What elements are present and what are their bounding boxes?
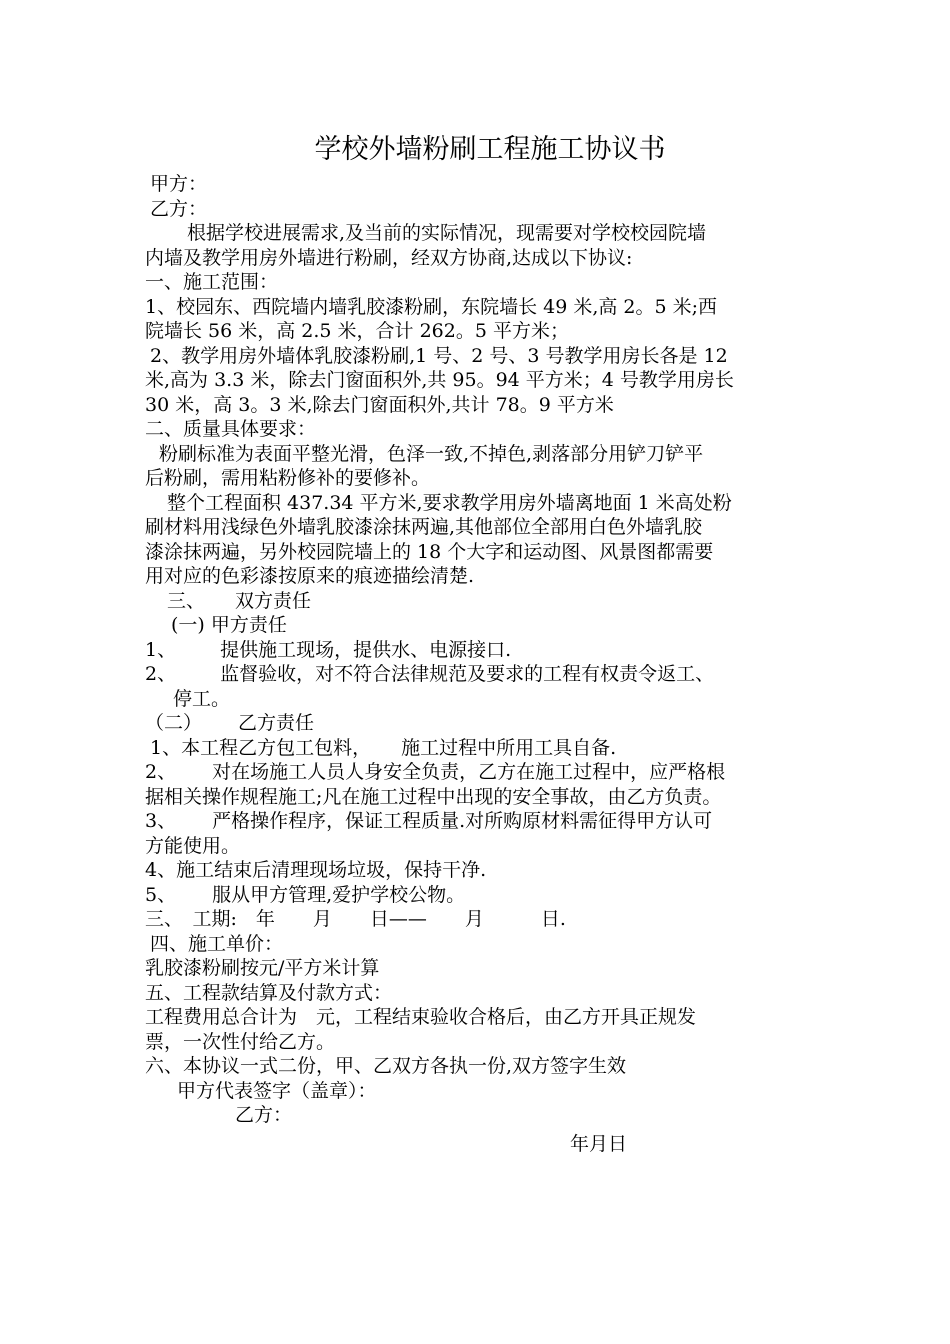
section-1-line-1: 1、校园东、西院墙内墙乳胶漆粉刷，东院墙长 49 米,高 2。5 米;西: [145, 295, 718, 318]
item-text: 监督验收，对不符合法律规范及要求的工程有权责令返工、: [220, 663, 715, 685]
document-page: [145, 132, 815, 1156]
section-2-line-1: 粉刷标准为表面平整光滑，色泽一致,不掉色,剥落部分用铲刀铲平: [159, 442, 704, 465]
heading-number: （二）: [145, 712, 203, 734]
party-b-item-2: [145, 760, 815, 785]
item-text-b: 施工过程中所用工具自备.: [401, 736, 617, 759]
item-number: 2、: [145, 663, 177, 685]
item-number: 1、: [145, 638, 177, 661]
section-3-number: 三、: [167, 589, 206, 612]
party-b-item-4: 4、施工结束后清理现场垃圾，保持干净.: [145, 859, 487, 881]
section-2-line-5: 漆涂抹两遍，另外校园院墙上的 18 个大字和运动图、风景图都需要: [145, 540, 714, 563]
item-text-a: 1、本工程乙方包工包料，: [150, 736, 372, 759]
party-b-label: 乙方：: [150, 197, 208, 220]
section-1-heading: 一、施工范围：: [145, 271, 279, 293]
section-1-line-4: 米,高为 3.3 米，除去门窗面积外,共 95。94 平方米；4 号教学用房长: [145, 369, 734, 391]
intro-line-2: 内墙及教学用房外墙进行粉刷，经双方协商,达成以下协议:: [145, 246, 633, 269]
section-6: 六、本协议一式二份，甲、乙双方各执一份,双方签字生效: [145, 1055, 627, 1077]
item-text: 对在场施工人员人身安全负责，乙方在施工过程中，应严格根: [212, 761, 726, 783]
section-4-heading: 四、施工单价：: [150, 932, 284, 955]
section-2-line-6: 用对应的色彩漆按原来的痕迹描绘清楚.: [145, 565, 475, 587]
party-b-responsibility-heading: [145, 711, 815, 736]
section-1-line-2: 院墙长 56 米，高 2.5 米，合计 262。5 平方米；: [145, 320, 569, 342]
section-2-line-2: 后粉刷，需用粘粉修补的要修补。: [145, 467, 431, 489]
item-text: 服从甲方管理,爱护学校公物。: [212, 883, 466, 906]
heading-text: 乙方责任: [238, 712, 315, 734]
section-4-text: 乳胶漆粉刷按元/平方米计算: [145, 957, 380, 979]
document-body: [145, 172, 815, 1156]
party-a-label: 甲方：: [150, 173, 208, 195]
party-a-item-2: [145, 662, 815, 687]
construction-period: 三、 工期: 年 月 日—— 月 日.: [145, 908, 566, 930]
section-3-heading: [145, 589, 815, 614]
party-a-signature: 甲方代表签字（盖章）：: [177, 1079, 377, 1102]
intro-line-1: 根据学校进展需求,及当前的实际情况，现需要对学校校园院墙: [187, 222, 707, 244]
item-number: 2、: [145, 761, 177, 783]
party-a-item-2-continued: 停工。: [173, 687, 231, 710]
item-number: 3、: [145, 810, 177, 832]
section-2-line-3: 整个工程面积 437.34 平方米,要求教学用房外墙离地面 1 米高处粉: [167, 491, 732, 514]
party-b-item-3: [145, 809, 815, 834]
section-2-heading: 二、质量具体要求：: [145, 418, 317, 440]
party-b-item-3-continued: 方能使用。: [145, 834, 241, 857]
signature-date: 年月日: [570, 1132, 628, 1155]
party-a-responsibility-heading: (一) 甲方责任: [171, 614, 287, 636]
item-text: 严格操作程序，保证工程质量.对所购原材料需征得甲方认可: [212, 810, 713, 832]
section-3-title: 双方责任: [235, 589, 312, 612]
section-1-line-5: 30 米，高 3。3 米,除去门窗面积外,共计 78。9 平方米: [145, 393, 614, 416]
party-b-item-5: [145, 883, 815, 908]
section-1-line-3: 2、教学用房外墙体乳胶漆粉刷,1 号、2 号、3 号教学用房长各是 12: [150, 344, 728, 367]
party-a-item-1: [145, 638, 815, 663]
document-title: 学校外墙粉刷工程施工协议书: [314, 134, 666, 165]
party-b-item-1: [145, 736, 815, 761]
section-5-line-1: 工程费用总合计为 元，工程结束验收合格后，由乙方开具正规发: [145, 1006, 697, 1028]
section-2-line-4: 刷材料用浅绿色外墙乳胶漆涂抹两遍,其他部位全部用白色外墙乳胶: [145, 516, 703, 538]
section-5-heading: 五、工程款结算及付款方式：: [145, 981, 393, 1004]
item-number: 5、: [145, 883, 177, 906]
item-text: 提供施工现场，提供水、电源接口.: [220, 638, 512, 661]
section-5-line-2: 票，一次性付给乙方。: [145, 1030, 336, 1053]
party-b-item-2-continued: 据相关操作规程施工;凡在施工过程中出现的安全事故，由乙方负责。: [145, 785, 722, 808]
party-b-signature: 乙方：: [235, 1104, 293, 1126]
